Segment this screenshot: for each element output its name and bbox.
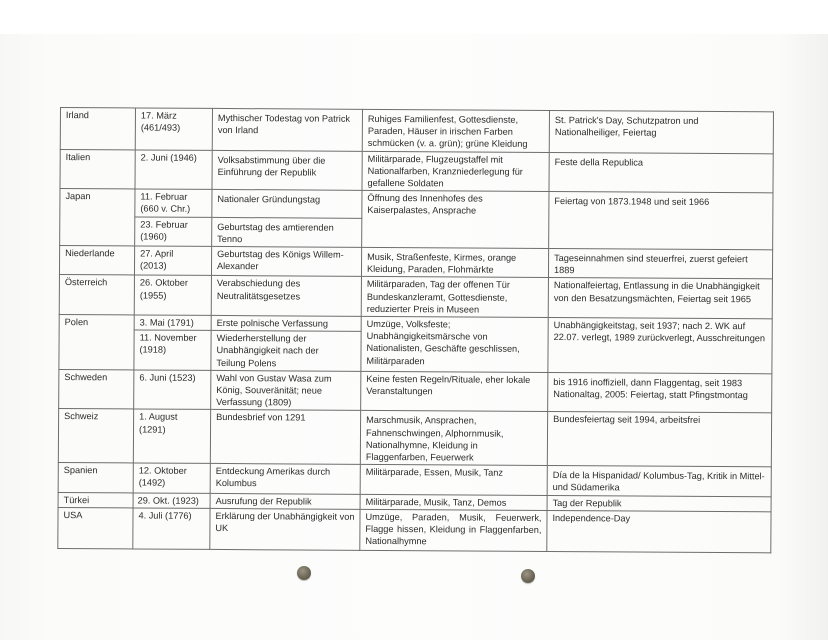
country-cell: Österreich xyxy=(59,275,134,315)
occasion-cell: Erste polnische Verfassung xyxy=(211,315,361,331)
customs-cell: Umzüge, Paraden, Musik, Feuerwerk, Flagge hissen, Kleidung in Flaggenfarben, Nationalhymne xyxy=(360,509,547,551)
table-row-schweden xyxy=(59,369,772,413)
country-cell: Türkei xyxy=(58,492,133,508)
date-cell: 4. Juli (1776) xyxy=(133,508,210,549)
occasion-cell: Entdeckung Amerikas durch Kolumbus xyxy=(210,464,360,494)
country-cell: Italien xyxy=(60,149,135,189)
notes-cell: Feiertag von 1873.1948 und seit 1966 xyxy=(549,192,773,250)
customs-cell: Musik, Straßenfeste, Kirmes, orange Kleidung, Paraden, Flohmärkte xyxy=(361,247,548,278)
occasion-cell: Wahl von Gustav Wasa zum König, Souveränität; neue Verfassung (1809) xyxy=(211,370,361,411)
occasion-cell: Geburtstag des Königs Willem-Alexander xyxy=(211,246,361,276)
country-cell: USA xyxy=(58,507,133,548)
customs-cell: Militärparade, Essen, Musik, Tanz xyxy=(360,465,547,496)
customs-cell: Marschmusik, Ansprachen, Fahnenschwingen, Alphornmusik, Nationalhymne, Kleidung in Flaggenfarben, Feuerwerk xyxy=(360,411,547,466)
customs-cell: Öffnung des Innenhofes des Kaiserpalastes, Ansprache xyxy=(362,191,549,249)
notes-cell: Nationalfeiertag, Entlassung in die Unabhängigkeit von den Besatzungsmächten, Feiertag seit 1965 xyxy=(548,278,772,319)
country-cell: Polen xyxy=(59,315,134,370)
occasion-cell: Nationaler Gründungstag xyxy=(212,190,362,218)
country-cell: Irland xyxy=(60,108,135,150)
date-cell: 23. Februar (1960) xyxy=(135,217,212,247)
country-cell: Spanien xyxy=(58,463,133,493)
customs-cell: Umzüge, Volksfeste; Unabhängigkeitsmärsche von Nationalisten, Geschäfte geschlissen, Militärparaden xyxy=(361,316,548,372)
customs-cell: Militärparade, Flugzeugstaffel mit Nationalfarben, Kranzniederlegung für gefallene Soldaten xyxy=(362,151,549,192)
notes-cell: Unabhängigkeitstag, seit 1937; nach 2. WK auf 22.07. verlegt, 1989 zurückverlegt, Ausschreitungen xyxy=(548,318,772,374)
country-cell: Niederlande xyxy=(59,246,134,276)
date-cell: 26. Oktober (1955) xyxy=(134,275,211,315)
notes-cell: Bundesfeiertag seit 1994, arbeitsfrei xyxy=(547,412,771,467)
notes-cell: St. Patrick's Day, Schutzpatron und Nationalheiliger, Feiertag xyxy=(549,110,773,153)
date-cell: 11. Februar (660 v. Chr.) xyxy=(135,189,212,217)
customs-cell: Militärparaden, Tag der offenen Tür Bundeskanzleramt, Gottesdienste, reduzierter Preis in Museen xyxy=(361,277,548,318)
table-row-irland xyxy=(60,108,773,154)
occasion-cell: Verabschiedung des Neutralitätsgesetzes xyxy=(211,276,361,317)
table-row-usa xyxy=(58,507,771,552)
notes-cell: bis 1916 inoffiziell, dann Flaggentag, seit 1983 Nationaltag, 2005: Feiertag, statt Pfingstmontag xyxy=(548,372,772,413)
occasion-cell: Mythischer Todestag von Patrick von Irland xyxy=(212,108,362,151)
date-cell: 6. Juni (1523) xyxy=(134,370,211,410)
table-row-oesterreich xyxy=(59,275,772,319)
table-row-italien xyxy=(60,149,773,193)
occasion-cell: Bundesbrief von 1291 xyxy=(210,410,360,465)
punch-hole-right xyxy=(521,569,535,583)
date-cell: 17. März (461/493) xyxy=(135,108,212,150)
table-row-spanien xyxy=(58,463,771,497)
notes-cell: Tag der Republik xyxy=(547,495,771,512)
scan-margin-top xyxy=(0,0,828,34)
country-cell: Schweden xyxy=(59,369,134,409)
customs-cell: Militärparade, Musik, Tanz, Demos xyxy=(360,494,547,510)
date-cell: 2. Juni (1946) xyxy=(135,150,212,190)
date-cell: 12. Oktober (1492) xyxy=(133,463,210,493)
date-cell: 11. November (1918) xyxy=(134,330,211,370)
occasion-cell: Geburtstag des amtierenden Tenno xyxy=(212,217,362,247)
country-cell: Schweiz xyxy=(58,409,133,463)
customs-cell: Keine festen Regeln/Rituale, eher lokale Veranstaltungen xyxy=(361,371,548,412)
occasion-cell: Ausrufung der Republik xyxy=(210,493,360,509)
country-cell: Japan xyxy=(60,189,135,246)
occasion-cell: Wiederherstellung der Unabhängigkeit nach der Teilung Polens xyxy=(211,331,361,372)
notes-cell: Feste della Republica xyxy=(549,152,773,193)
date-cell: 29. Okt. (1923) xyxy=(133,493,210,509)
date-cell: 27. April (2013) xyxy=(134,246,211,276)
table-row-schweiz xyxy=(58,409,771,467)
notes-cell: Día de la Hispanidad/ Kolumbus-Tag, Kritik in Mittel- und Südamerika xyxy=(547,466,771,497)
national-holidays-table xyxy=(57,107,774,553)
table-row-niederlande xyxy=(59,246,772,280)
customs-cell: Ruhiges Familienfest, Gottesdienste, Paraden, Häuser in irischen Farben schmücken (v. a. grün); grüne Kleidung xyxy=(362,109,549,152)
date-cell: 1. August (1291) xyxy=(133,409,210,463)
table-row-japan xyxy=(60,189,773,221)
occasion-cell: Erklärung der Unabhängigkeit von UK xyxy=(210,508,360,550)
occasion-cell: Volksabstimmung über die Einführung der Republik xyxy=(212,150,362,191)
date-cell: 3. Mai (1791) xyxy=(134,315,211,331)
punch-hole-left xyxy=(297,566,311,580)
notes-cell: Tageseinnahmen sind steuerfrei, zuerst gefeiert 1889 xyxy=(548,249,772,280)
notes-cell: Independence-Day xyxy=(547,510,771,552)
